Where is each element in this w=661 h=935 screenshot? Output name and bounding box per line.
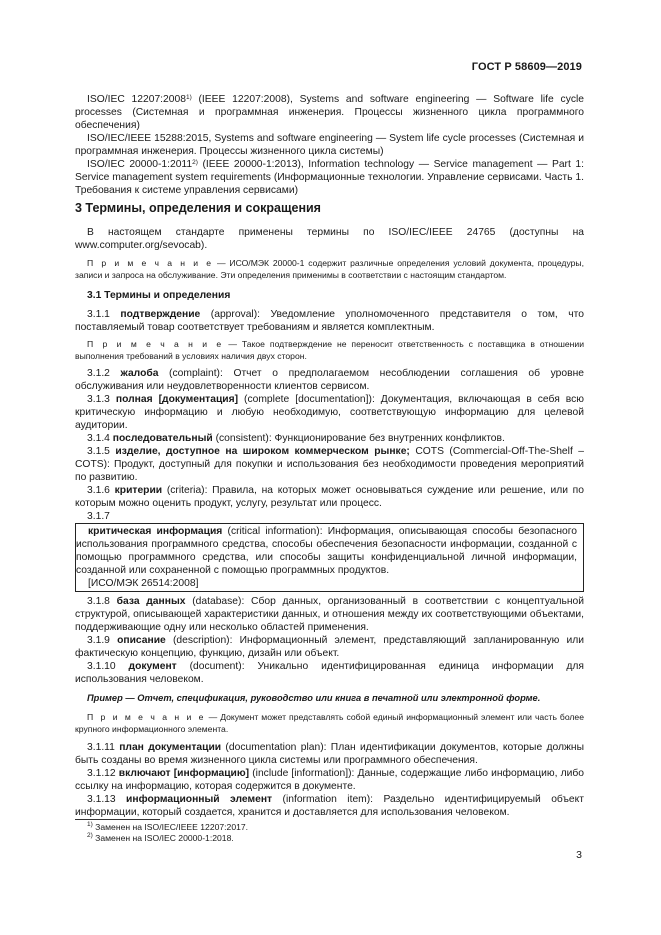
- standard-header: ГОСТ Р 58609—2019: [471, 61, 582, 73]
- term-3-1-7-box: [75, 523, 584, 592]
- page-number: 3: [576, 849, 582, 861]
- section-intro: В настоящем стандарте применены термины по ISO/IEC/IEEE 24765 (доступны на www.computer.org/sevocab).: [75, 227, 584, 251]
- note: П р и м е ч а н и е — ИСО/МЭК 20000-1 содержит различные определения условий документа, процедуры, записи и запроса на обслуживание. Эти определения применимы в соответствии с настоящим стандартом.: [75, 258, 584, 280]
- subsection-title: 3.1 Термины и определения: [87, 290, 231, 301]
- term-3-1-11: 3.1.11 план документации (documentation plan): План идентификации документов, которые должны быть созданы во время жизненного цикла системы или программного обеспечения.: [75, 742, 584, 766]
- term-3-1-3: 3.1.3 полная [документация] (complete [documentation]): Документация, включающая в себя всю критическую информацию и любую необходимую, соответствующую информацию для целевой аудитории.: [75, 394, 584, 431]
- reference-item: ISO/IEC 12207:2008$^{1)}$ (IEEE 12207:2008), Systems and software engineering — Software life cycle processes (Системная и программная инженерия. Процессы жизненного цикла программного обеспечения): [75, 94, 585, 131]
- section-3: [75, 201, 584, 216]
- footnote-separator: [75, 819, 160, 820]
- term-3-1-10: 3.1.10 документ (document): Уникально идентифицированная единица информации для использования человеком.: [75, 661, 584, 685]
- term-3-1-4: 3.1.4 последовательный (consistent): Функционирование без внутренних конфликтов.: [87, 433, 505, 444]
- footnote: $^{1)}$ Заменен на ISO/IEC/IEEE 12207:2017.: [87, 821, 249, 832]
- references-block: [75, 93, 584, 197]
- term-3-1-2: 3.1.2 жалоба (complaint): Отчет о предполагаемом несоблюдении соглашения об уровне обслуживания или неудовлетворенности клиентов сервисом.: [75, 368, 584, 392]
- term-3-1-7: критическая информация (critical information): Информация, описывающая способы безопасного использования программного средства, способы обеспечения безопасности информации, созданной с помощью программного средства, или способы защиты конфиденциальной личной информации, созданной или сохраненной с помощью программных продуктов.: [76, 526, 577, 576]
- note: П р и м е ч а н и е — Документ может представлять собой единый информационный элемент или часть более крупного информационного элемента.: [75, 712, 584, 734]
- footnote: $^{2)}$ Заменен на ISO/IEC 20000-1:2018.: [87, 831, 234, 843]
- term-3-1-13: 3.1.13 информационный элемент (information item): Раздельно идентифицируемый объект информации, который создается, хранится и доставляется для использования человеком.: [75, 794, 584, 818]
- term-source: [ИСО/МЭК 26514:2008]: [88, 578, 199, 589]
- term-3-1-7-number: 3.1.7: [87, 511, 110, 522]
- footnotes: [75, 822, 584, 843]
- note: П р и м е ч а н и е — Такое подтверждение не переносит ответственность с поставщика в отношении выполнения требований в условиях наличия двух сторон.: [75, 339, 584, 361]
- term-3-1-5: 3.1.5 изделие, доступное на широком коммерческом рынке; COTS (Commercial-Off-The-Shelf – COTS): Продукт, доступный для покупки и использования без необходимости проведения мероприятий по развитию.: [75, 446, 585, 483]
- term-3-1-1: 3.1.1 подтверждение (approval): Уведомление уполномоченного представителя о том, что поставляемый товар соответствует требованиям и является комплектным.: [75, 309, 584, 333]
- section-3-body: [75, 226, 584, 819]
- reference-item: ISO/IEC/IEEE 15288:2015, Systems and software engineering — System life cycle processes (Системная и программная инженерия. Процессы жизненного цикла системы): [75, 133, 584, 157]
- section-title: 3 Термины, определения и сокращения: [75, 201, 321, 215]
- reference-item: ISO/IEC 20000-1:2011$^{2)}$ (IEEE 20000-1:2013), Information technology — Service management — Part 1: Service management system requirements (Информационные технологии. Управление сервисами. Часть 1. Требования к системе управления сервисами): [75, 159, 584, 196]
- example: Пример — Отчет, спецификация, руководство или книга в печатной или электронной форме.: [87, 693, 541, 703]
- term-3-1-8: 3.1.8 база данных (database): Сбор данных, организованный в соответствии с концептуальной структурой, описывающей характеристики данных, и отношения между их соответствующими объектами, поддерживающие одну или несколько областей применения.: [75, 596, 584, 633]
- term-3-1-6: 3.1.6 критерии (criteria): Правила, на которых может основываться суждение или решение, или по которым можно оценить продукт, услугу, результат или процесс.: [75, 485, 584, 509]
- term-3-1-12: 3.1.12 включают [информацию] (include [information]): Данные, содержащие либо информацию, либо ссылку на информацию, которая содержится в документе.: [75, 768, 584, 792]
- term-3-1-9: 3.1.9 описание (description): Информационный элемент, представляющий запланированную или фактическую концепцию, функцию, дизайн или объект.: [75, 635, 584, 659]
